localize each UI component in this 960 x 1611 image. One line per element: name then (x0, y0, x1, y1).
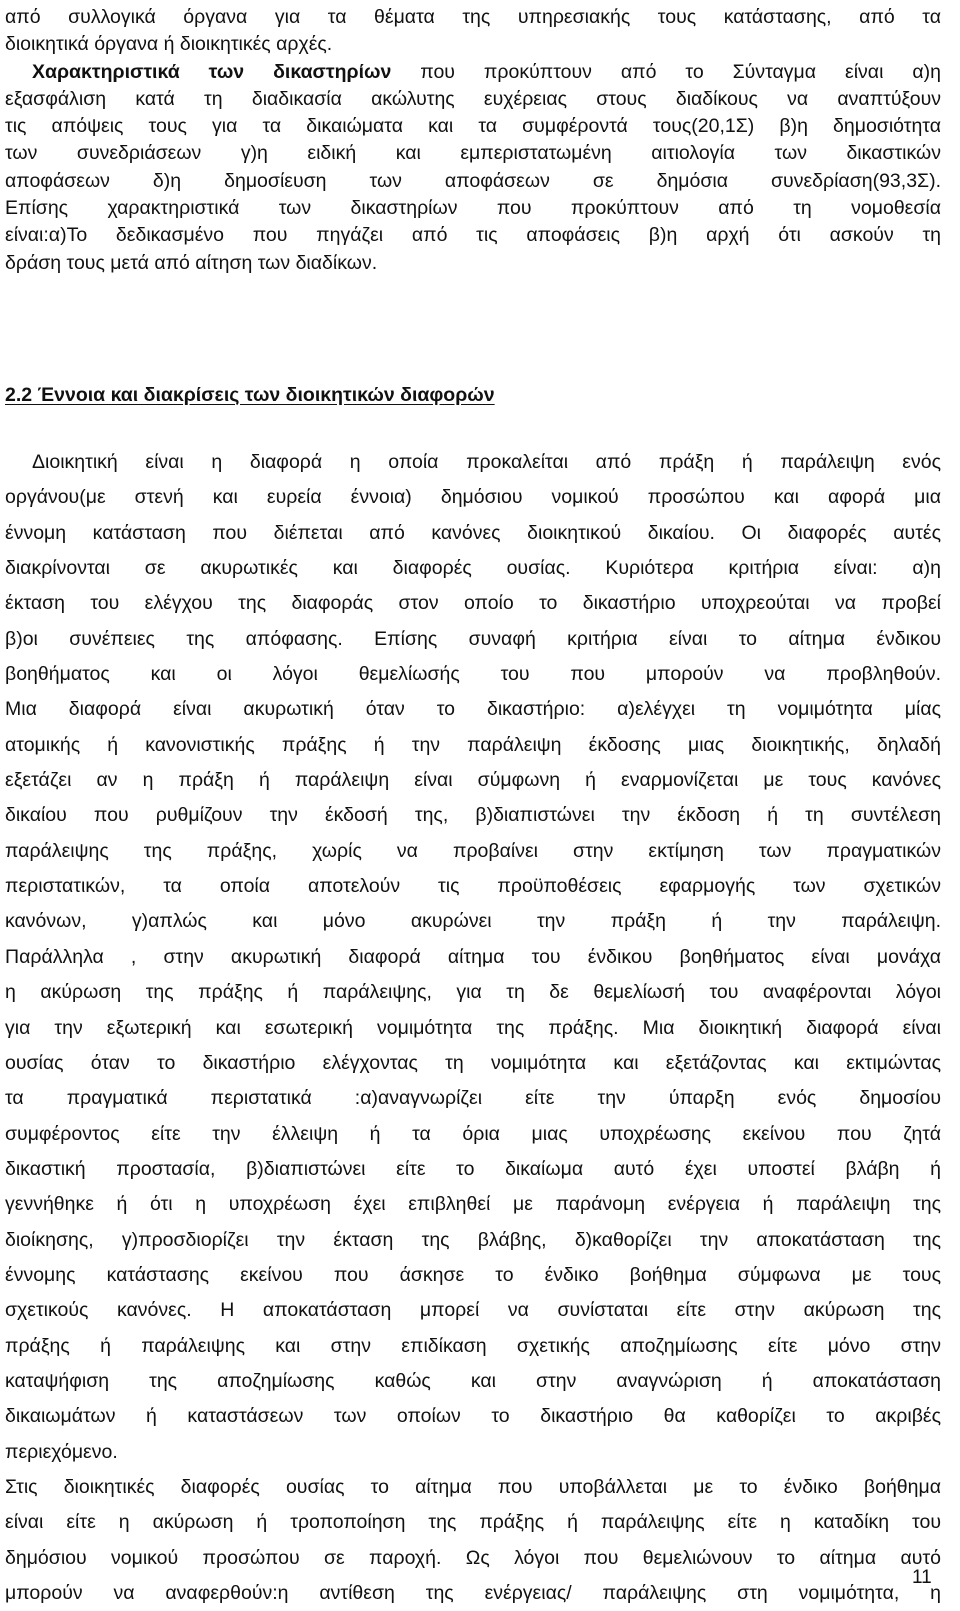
text-line: είναι είτε η ακύρωση ή τροποποίηση της πράξης ή παράλειψης είτε η καταδίκη του (5, 1511, 941, 1534)
text-line: τα πραγματικά περιστατικά :α)αναγνωρίζει είτε την ύπαρξη ενός δημοσίου (5, 1087, 941, 1110)
text-line: διακρίνονται σε ακυρωτικές και διαφορές ουσίας. Κυριότερα κριτήρια είναι: α)η (5, 557, 941, 580)
text-line: πράξης ή παράλειψης και στην επιδίκαση σχετικής αποζημίωσης είτε μόνο στην (5, 1334, 941, 1357)
text-line: έννομη κατάσταση που διέπεται από κανόνες διοικητικού δικαίου. Οι διαφορές αυτές (5, 521, 941, 544)
text-line: Μια διαφορά είναι ακυρωτική όταν το δικαστήριο: α)ελέγχει τη νομιμότητα μίας (5, 698, 941, 721)
text-line: τις απόψεις τους για τα δικαιώματα και τα συμφέροντά τους(20,1Σ) β)η δημοσιότητα (5, 115, 941, 138)
text-line: μπορούν να αναφερθούν:η αντίθεση της ενέργειας/ παράλειψης στη νομιμότητα, η (5, 1582, 941, 1604)
text-line: η ακύρωση της πράξης ή παράλειψης, για τη δε θεμελίωσή του αναφέρονται λόγοι (5, 981, 941, 1004)
text-line: κανόνων, γ)απλώς και μόνο ακυρώνει την πράξη ή την παράλειψη. (5, 910, 941, 933)
text-line: έκταση του ελέγχου της διαφοράς στον οποίο το δικαστήριο υποχρεούται να προβεί (5, 592, 941, 615)
text-line: καταψήφιση της αποζημίωσης καθώς και στην αναγνώριση ή αποκατάσταση (5, 1369, 941, 1392)
text-fragment: που προκύπτουν από το Σύνταγμα είναι α)η (391, 60, 941, 83)
text-line: έννομης κατάστασης εκείνου που άσκησε το ένδικο βοήθημα σύμφωνα με τους (5, 1263, 941, 1286)
section-heading: 2.2 Έννοια και διακρίσεις των διοικητικών διαφορών (5, 384, 495, 406)
text-line: δημόσιου νομικού προσώπου σε παροχή. Ως λόγοι που θεμελιώνουν το αίτημα αυτό (5, 1546, 941, 1569)
text-line: περιεχόμενο. (5, 1440, 118, 1463)
text-line: δικαίου που ρυθμίζουν την έκδοσή της, β)διαπιστώνει την έκδοση ή τη συντέλεση (5, 804, 941, 827)
text-line: είναι:α)Το δεδικασμένο που πηγάζει από τις αποφάσεις β)η αρχή ότι ασκούν τη (5, 224, 941, 247)
text-line: των συνεδριάσεων γ)η ειδική και εμπεριστατωμένη αιτιολογία των δικαστικών (5, 142, 941, 165)
text-line: β)οι συνέπειες της απόφασης. Επίσης συναφή κριτήρια είναι το αίτημα ένδικου (5, 627, 941, 650)
text-line: ουσίας όταν το δικαστήριο ελέγχοντας τη νομιμότητα και εξετάζοντας και εκτιμώντας (5, 1051, 941, 1074)
text-line: Διοικητική είναι η διαφορά η οποία προκαλείται από πράξη ή παράλειψη ενός (32, 451, 941, 473)
text-line-with-bold-lead (5, 59, 941, 86)
text-line: ατομικής ή κανονιστικής πράξης ή την παράλειψη έκδοσης μιας διοικητικής, δηλαδή (5, 733, 941, 756)
text-line: δικαιωμάτων ή καταστάσεων των οποίων το δικαστήριο θα καθορίζει το ακριβές (5, 1405, 941, 1428)
text-line: Στις διοικητικές διαφορές ουσίας το αίτημα που υποβάλλεται με το ένδικο βοήθημα (5, 1475, 941, 1498)
text-line: σχετικούς κανόνες. Η αποκατάσταση μπορεί να συνίσταται είτε στην ακύρωση της (5, 1299, 941, 1322)
text-line: βοηθήματος και οι λόγοι θεμελίωσής του που μπορούν να προβληθούν. (5, 663, 941, 686)
text-line: από συλλογικά όργανα για τα θέματα της υπηρεσιακής τους κατάστασης, από τα (5, 6, 941, 28)
text-line: οργάνου(με στενή και ευρεία έννοια) δημόσιου νομικού προσώπου και αφορά μια (5, 486, 941, 509)
text-line: διοικητικά όργανα ή διοικητικές αρχές. (5, 33, 333, 56)
section-intro (0, 4, 960, 277)
text-line: εξασφάλιση κατά τη διαδικασία ακώλυτης ευχέρειας στους διαδίκους να αναπτύξουν (5, 87, 941, 110)
section-body (0, 445, 960, 1611)
text-line: παράλειψης της πράξης, χωρίς να προβαίνει στην εκτίμηση των πραγματικών (5, 839, 941, 862)
text-line: αποφάσεων δ)η δημοσίευση των αποφάσεων σε δημόσια συνεδρίαση(93,3Σ). (5, 169, 941, 192)
text-line: δικαστική προστασία, β)διαπιστώνει είτε το δικαίωμα αυτό έχει υποστεί βλάβη ή (5, 1157, 941, 1180)
text-line: εξετάζει αν η πράξη ή παράλειψη είναι σύμφωνη ή εναρμονίζεται με τους κανόνες (5, 769, 941, 792)
page-number: 11 (912, 1567, 932, 1588)
text-line: δράση τους μετά από αίτηση των διαδίκων. (5, 251, 378, 274)
text-line: περιστατικών, τα οποία αποτελούν τις προϋποθέσεις εφαρμογής των σχετικών (5, 875, 941, 898)
text-line: συμφέροντος είτε την έλλειψη ή τα όρια μιας υποχρέωσης εκείνου που ζητά (5, 1122, 941, 1145)
text-line: διοίκησης, γ)προσδιορίζει την έκταση της βλάβης, δ)καθορίζει την αποκατάσταση της (5, 1228, 941, 1251)
text-line: γεννήθηκε ή ότι η υποχρέωση έχει επιβληθεί με παράνομη ενέργεια ή παράλειψη της (5, 1193, 941, 1216)
text-line: για την εξωτερική και εσωτερική νομιμότητα της πράξης. Μια διοικητική διαφορά είναι (5, 1016, 941, 1039)
text-line: Παράλληλα , στην ακυρωτική διαφορά αίτημα του ένδικου βοηθήματος είναι μονάχα (5, 945, 941, 968)
bold-phrase: Χαρακτηριστικά των δικαστηρίων (32, 60, 392, 83)
text-line: Επίσης χαρακτηριστικά των δικαστηρίων που προκύπτουν από τη νομοθεσία (5, 197, 941, 220)
